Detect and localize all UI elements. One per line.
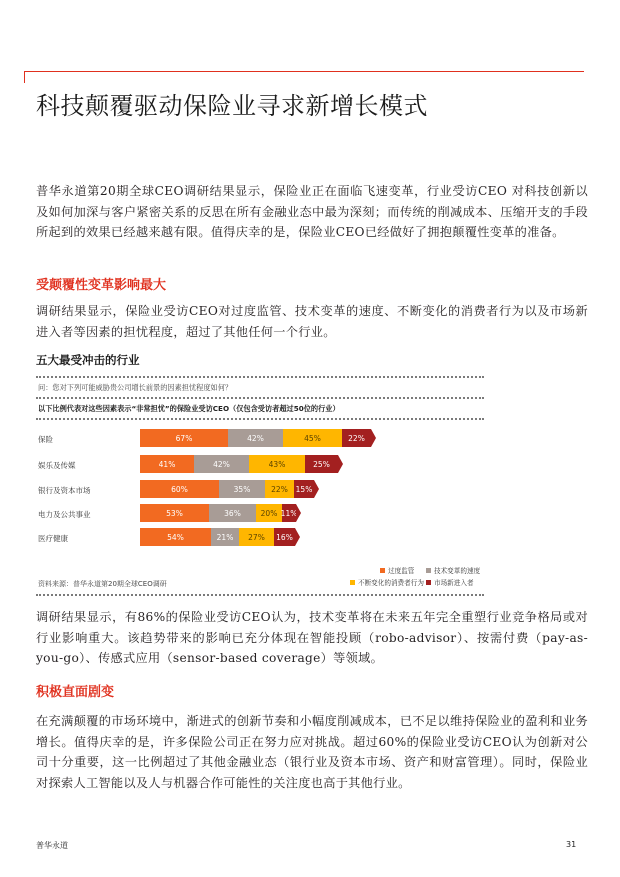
chart-bar-row <box>140 504 301 522</box>
chart-bar-segment <box>140 455 194 473</box>
chart-bar-segment <box>283 429 342 447</box>
chart-bar-segment <box>265 480 294 498</box>
chart-data-label: 11% <box>280 508 298 518</box>
chart-data-label: 54% <box>167 532 184 542</box>
chart-data-label: 15% <box>295 484 313 494</box>
chart-bar-segment <box>249 455 305 473</box>
legend-label: 不断变化的消费者行为 <box>358 579 424 587</box>
chart-bar-row <box>140 455 343 473</box>
page-title: 科技颠覆驱动保险业寻求新增长模式 <box>36 92 428 120</box>
chart-question: 问：您对下列可能威胁贵公司增长前景的因素担忧程度如何？ <box>38 383 233 392</box>
chart-bar-tip <box>371 429 376 447</box>
chart-data-label: 67% <box>175 433 193 443</box>
chart-category-label: 医疗健康 <box>38 534 68 543</box>
chart-bar-row <box>140 528 300 546</box>
chart-data-label: 22% <box>348 433 365 443</box>
legend-label: 过度监管 <box>388 567 415 575</box>
chart-title: 五大最受冲击的行业 <box>36 353 140 367</box>
chart-bar-segment <box>274 528 295 546</box>
chart-divider <box>36 376 484 378</box>
chart-data-label: 45% <box>304 433 321 443</box>
section-heading-response: 积极直面剧变 <box>36 685 115 700</box>
header-rule-tick <box>24 71 25 83</box>
section-body-impact: 调研结果显示，保险业受访CEO对过度监管、技术变革的速度、不断变化的消费者行为以及市场新进入者等因素的担忧程度，超过了其他任何一个行业。 <box>36 304 588 339</box>
section-body-response: 在充满颠覆的市场环境中，渐进式的创新节奏和小幅度削减成本，已不足以维持保险业的盈利和业务增长。值得庆幸的是，许多保险公司正在努力应对挑战。超过60%的保险业受访CEO认为创新对公司十分重要，这一比例超过了其他金融业态（银行业及资本市场、资产和财富管理）。同时，保险业对探索人工智能以及人与机器合作可能性的关注度也高于其他行业。 <box>36 714 588 790</box>
chart-bar-segment <box>228 429 283 447</box>
chart-bar-segment <box>140 504 209 522</box>
header-rule <box>24 71 584 72</box>
legend-swatch <box>350 580 355 585</box>
chart-bar-segment <box>194 455 249 473</box>
chart-bar-segment <box>294 480 314 498</box>
chart-divider <box>36 418 484 420</box>
chart-bar-segment <box>211 528 239 546</box>
legend-label: 技术变革的速度 <box>434 567 481 575</box>
chart-data-label: 36% <box>224 508 241 518</box>
chart-bar-segment <box>140 528 211 546</box>
chart-bar-row <box>140 429 376 447</box>
chart-data-label: 60% <box>171 484 188 494</box>
intro-paragraph: 普华永道第20期全球CEO调研结果显示，保险业正在面临飞速变革，行业受访CEO 对科技创新以及如何加深与客户紧密关系的反思在所有金融业态中最为深刻；而传统的削减成本、压缩开支的手段所起到的效果已经越来越有限。值得庆幸的是，保险业CEO已经做好了拥抱颠覆性变革的准备。 <box>36 184 588 239</box>
chart-bar-segment <box>140 480 219 498</box>
chart-data-label: 35% <box>233 484 251 494</box>
legend-swatch <box>380 568 385 573</box>
section-heading-impact: 受颠覆性变革影响最大 <box>36 278 167 293</box>
chart-bar-segment <box>282 504 296 522</box>
chart-data-label: 25% <box>313 459 330 469</box>
legend-item <box>350 577 424 587</box>
chart-data-label: 42% <box>213 459 230 469</box>
chart-bar-tip <box>314 480 319 498</box>
chart-data-label: 16% <box>276 532 293 542</box>
chart-note: 以下比例代表对这些因素表示“非常担忧”的保险业受访CEO（仅包含受访者超过50位的行业） <box>38 404 340 413</box>
chart-source: 资料来源：普华永道第20期全球CEO调研 <box>38 580 167 588</box>
chart-bar-tip <box>338 455 343 473</box>
legend-item <box>426 577 474 587</box>
chart-data-label: 43% <box>268 459 286 469</box>
legend-label: 市场新进入者 <box>434 579 474 587</box>
chart-bar-tip <box>295 528 300 546</box>
chart-bar-segment <box>209 504 256 522</box>
chart-bar-tip <box>296 504 301 522</box>
chart-bar-segment <box>305 455 338 473</box>
chart-divider <box>36 594 484 596</box>
chart-data-label: 20% <box>260 508 278 518</box>
chart-bar-row <box>140 480 319 498</box>
legend-swatch <box>426 580 431 585</box>
legend-item <box>380 565 414 575</box>
chart-bar-segment <box>256 504 282 522</box>
chart-data-label: 42% <box>247 433 264 443</box>
legend-item <box>426 565 480 575</box>
chart-data-label: 41% <box>158 459 176 469</box>
footer-brand: 普华永道 <box>36 841 68 850</box>
chart-data-label: 27% <box>248 532 265 542</box>
page-number: 31 <box>566 840 577 849</box>
chart-category-label: 电力及公共事业 <box>38 510 91 519</box>
chart-bar-segment <box>140 429 228 447</box>
chart-category-label: 保险 <box>38 435 53 444</box>
chart-data-label: 22% <box>271 484 288 494</box>
chart-divider <box>36 397 484 399</box>
chart-bar-segment <box>219 480 265 498</box>
chart-data-label: 21% <box>216 532 234 542</box>
tech-change-paragraph: 调研结果显示，有86%的保险业受访CEO认为，技术变革将在未来五年完全重塑行业竞争格局或对行业影响重大。该趋势带来的影响已充分体现在智能投顾（robo-advisor）、按需付费（pay-as-you-go）、传感式应用（sensor-based coverage）等领域。 <box>36 610 588 665</box>
chart-bar-segment <box>239 528 274 546</box>
legend-swatch <box>426 568 431 573</box>
chart-data-label: 53% <box>166 508 183 518</box>
chart-category-label: 银行及资本市场 <box>38 486 91 495</box>
chart-bar-segment <box>342 429 371 447</box>
chart-category-label: 娱乐及传媒 <box>38 461 76 470</box>
